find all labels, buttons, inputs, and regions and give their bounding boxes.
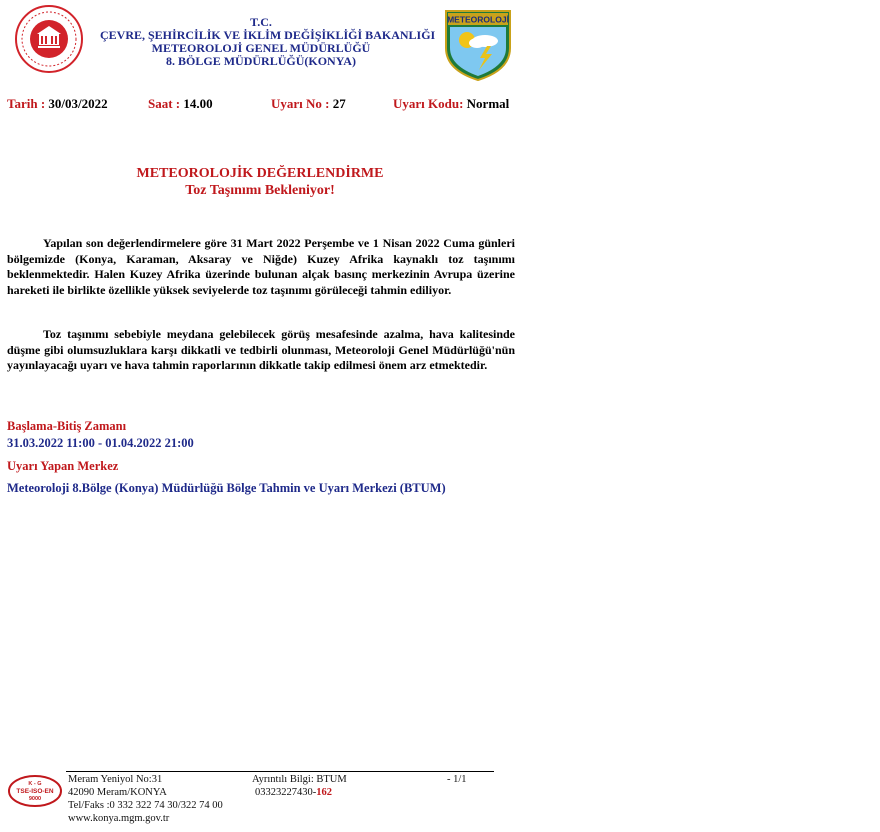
website-link[interactable]: www.konya.mgm.gov.tr <box>68 813 170 824</box>
footer-divider <box>66 771 494 772</box>
header-line: ÇEVRE, ŞEHİRCİLİK VE İKLİM DEĞİŞİKLİĞİ BAKANLIĞI <box>100 28 436 42</box>
footer-info <box>252 773 347 799</box>
body-paragraph-2: Toz taşınımı sebebiyle meydana gelebilecek görüş mesafesinde azalma, hava kalitesinde düşme gibi olumsuzluklara karşı dikkatli ve tedbirli olunması, Meteoroloji Genel Müdürlüğü'nün yayınlayacağı uyarı ve hava tahmin raporlarının dikkatle takip edilmesi önem arz etmektedir. <box>7 327 515 372</box>
address-line: Tel/Faks :0 332 322 74 30/322 74 00 <box>68 800 223 811</box>
info-extension: 162 <box>316 787 332 798</box>
tse-certification-logo <box>7 774 63 808</box>
ministry-seal-logo <box>14 4 84 74</box>
info-label: Ayrıntılı Bilgi: BTUM <box>252 774 347 785</box>
tse-logo-text: K - G <box>28 781 42 787</box>
title-line-1: METEOROLOJİK DEĞERLENDİRME <box>136 166 384 181</box>
date-label: Tarih : <box>7 96 49 111</box>
header-line: 8. BÖLGE MÜDÜRLÜĞÜ(KONYA) <box>166 54 356 68</box>
document-title <box>110 165 410 199</box>
validity-value: 31.03.2022 11:00 - 01.04.2022 21:00 <box>7 436 194 450</box>
time-field <box>148 96 213 112</box>
issuer-value: Meteoroloji 8.Bölge (Konya) Müdürlüğü Bölge Tahmin ve Uyarı Merkezi (BTUM) <box>7 481 446 495</box>
body-paragraph-1: Yapılan son değerlendirmelere göre 31 Mart 2022 Perşembe ve 1 Nisan 2022 Cuma günleri bölgemizde (Konya, Karaman, Aksaray ve Niğde) Kuzey Afrika kaynaklı toz taşınımı beklenmektedir. Halen Kuzey Afrika üzerinde bulunan alçak basınç merkezinin Avrupa üzerine hareketi ile birlikte özellikle yüksek seviyelerde toz taşınımı görüleceği tahmin ediliyor. <box>7 236 515 297</box>
info-phone: 03323227430- <box>255 787 317 798</box>
warning-number-label: Uyarı No : <box>271 96 333 111</box>
header-line: T.C. <box>250 15 272 29</box>
issuer-label: Uyarı Yapan Merkez <box>7 459 119 473</box>
warning-number-value: 27 <box>332 96 346 111</box>
meteorology-emblem-logo <box>443 8 513 82</box>
date-value: 30/03/2022 <box>48 96 108 111</box>
address-line: Meram Yeniyol No:31 <box>68 774 163 785</box>
tse-logo-text: TSE-ISO-EN <box>16 788 54 795</box>
header-line: METEOROLOJİ GENEL MÜDÜRLÜĞÜ <box>151 41 371 55</box>
emblem-text: METEOROLOJİ <box>447 14 509 25</box>
title-line-2: Toz Taşınımı Bekleniyor! <box>185 183 335 198</box>
warning-number-field <box>271 96 346 112</box>
time-value: 14.00 <box>183 96 213 111</box>
warning-code-field <box>393 96 509 112</box>
validity-label: Başlama-Bitiş Zamanı <box>7 419 127 433</box>
warning-code-value: Normal <box>466 96 510 111</box>
date-field <box>7 96 108 112</box>
address-line: 42090 Meram/KONYA <box>68 787 167 798</box>
time-label: Saat : <box>148 96 184 111</box>
tse-logo-text: 9000 <box>28 796 42 802</box>
warning-code-label: Uyarı Kodu: <box>393 96 467 111</box>
warning-meta-row <box>7 96 517 112</box>
page-number: - 1/1 <box>447 774 467 785</box>
footer-address <box>68 773 223 825</box>
ministry-header <box>100 15 436 68</box>
